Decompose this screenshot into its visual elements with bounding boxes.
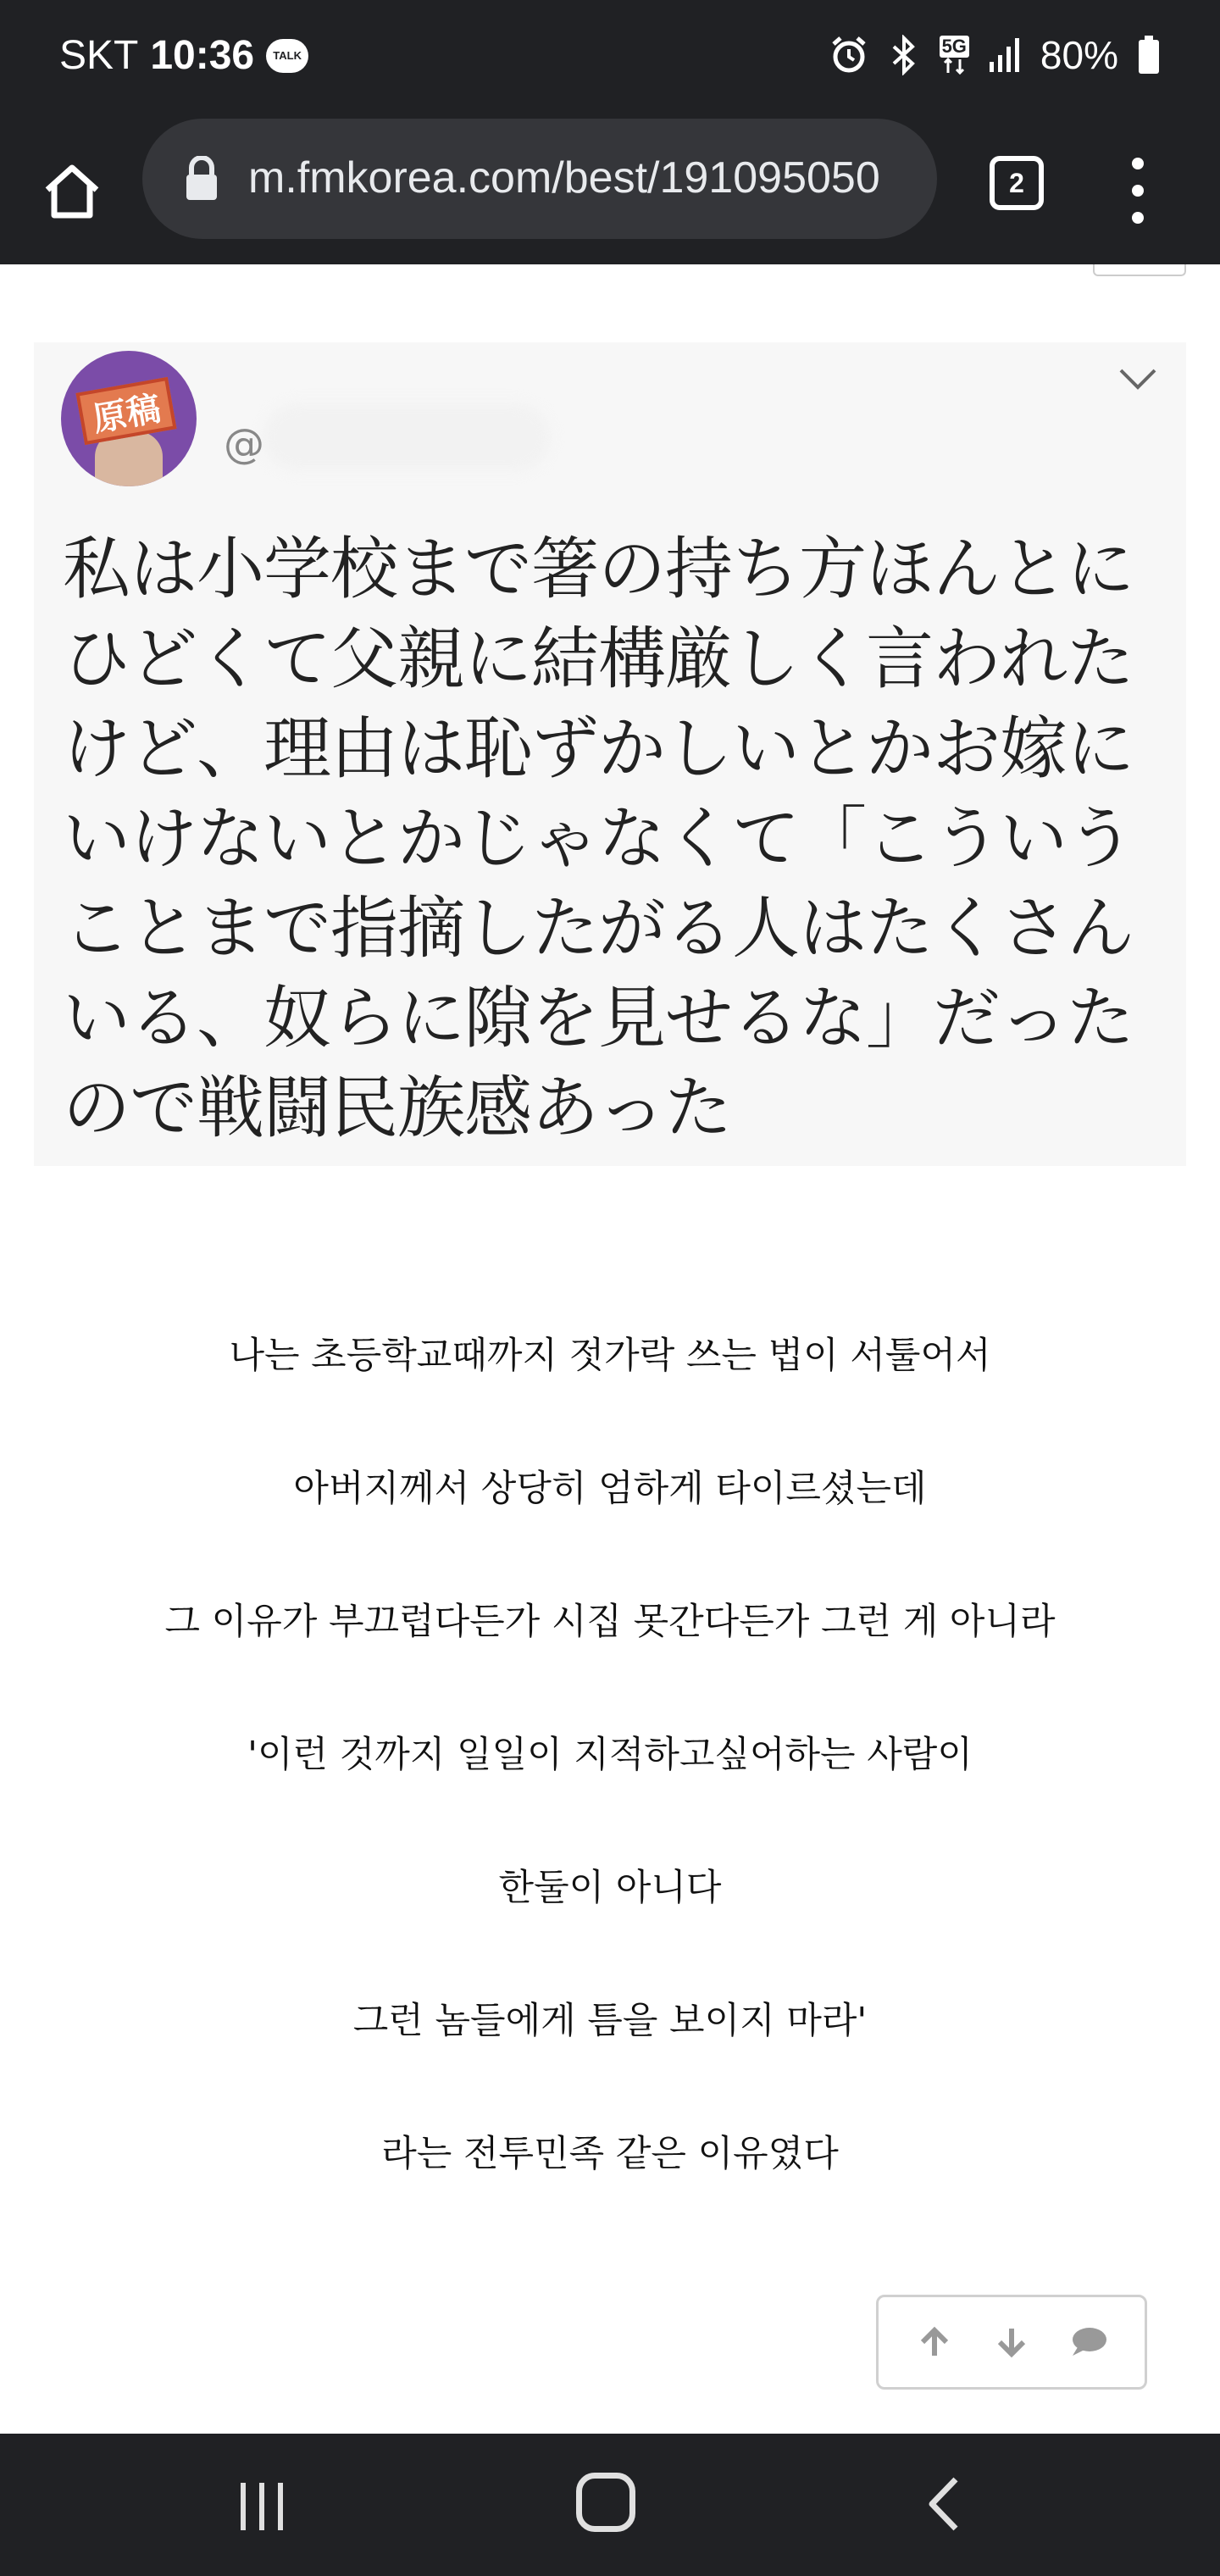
network-type-label: 5G — [940, 36, 969, 58]
battery-icon — [1137, 36, 1161, 75]
downvote-button[interactable] — [986, 2317, 1037, 2368]
tweet-screenshot — [34, 342, 1186, 1166]
translation-line: 그런 놈들에게 틈을 보이지 마라' — [352, 2000, 868, 2042]
url-text[interactable]: m.fmkorea.com/best/191095050 — [248, 153, 880, 203]
translation-line: 나는 초등학교때까지 젓가락 쓰는 법이 서툴어서 — [229, 1335, 991, 1377]
downvote-icon — [995, 2325, 1029, 2359]
avatar — [61, 351, 197, 486]
translation-text — [0, 1330, 1220, 2262]
translation-line: '이런 것까지 일일이 지적하고싶어하는 사람이 — [247, 1734, 973, 1776]
home-nav-button[interactable] — [576, 2473, 635, 2532]
upvote-button[interactable] — [909, 2317, 960, 2368]
tweet-line: ことまで指摘したがる人はたくさん — [63, 889, 1134, 968]
clock: 10:36 — [150, 33, 255, 78]
lock-icon — [183, 156, 220, 202]
tweet-line: ひどくて父親に結構厳しく言われた — [63, 619, 1134, 698]
alarm-icon — [829, 36, 868, 75]
translation-line: 라는 전투민족 같은 이유였다 — [381, 2133, 839, 2175]
address-bar[interactable] — [142, 119, 937, 239]
home-button[interactable] — [34, 153, 110, 229]
tab-switcher-button[interactable]: 2 — [990, 156, 1044, 210]
5g-icon — [940, 36, 969, 75]
recent-apps-icon — [237, 2481, 288, 2532]
partial-element — [1093, 264, 1186, 276]
more-menu-button[interactable] — [1117, 153, 1159, 229]
chevron-down-icon — [1117, 366, 1159, 391]
tweet-line: 私は小学校まで箸の持ち方ほんとに — [63, 530, 1134, 608]
handle-prefix: @ — [224, 420, 264, 468]
menu-dot — [1132, 212, 1144, 224]
tweet-text — [63, 525, 1164, 1153]
talk-notification-icon: TALK — [266, 39, 308, 73]
battery-percent: 80% — [1040, 33, 1118, 77]
comment-icon — [1069, 2325, 1108, 2359]
page-content — [0, 264, 1220, 2434]
tweet-line: ので戦闘民族感あった — [63, 1069, 732, 1147]
signal-icon — [988, 36, 1022, 74]
blurred-username — [263, 403, 551, 471]
bluetooth-icon — [887, 35, 921, 75]
system-navigation-bar — [0, 2434, 1220, 2576]
status-right — [829, 32, 1161, 78]
tweet-line: いる、奴らに隙を見せるな」だった — [63, 979, 1134, 1058]
post-actions — [876, 2295, 1147, 2390]
translation-line: 그 이유가 부끄럽다든가 시집 못간다든가 그런 게 아니라 — [164, 1601, 1056, 1643]
translation-line: 아버지께서 상당히 엄하게 타이르셨는데 — [293, 1468, 927, 1510]
home-icon — [42, 163, 102, 219]
browser-toolbar — [0, 119, 1220, 264]
menu-dot — [1132, 185, 1144, 197]
upvote-icon — [918, 2325, 951, 2359]
carrier-label: SKT — [59, 33, 139, 78]
comment-button[interactable] — [1063, 2317, 1114, 2368]
status-bar — [0, 0, 1220, 119]
recent-apps-button[interactable] — [237, 2481, 288, 2535]
tweet-line: いけないとかじゃなくて「こういう — [63, 799, 1134, 878]
status-left — [59, 32, 308, 79]
back-button[interactable] — [925, 2476, 962, 2535]
avatar-stamp: 原稿 — [75, 377, 176, 445]
translation-line: 한둘이 아니다 — [498, 1867, 722, 1909]
menu-dot — [1132, 158, 1144, 169]
back-icon — [925, 2476, 962, 2532]
tweet-line: けど、理由は恥ずかしいとかお嫁に — [63, 709, 1134, 788]
